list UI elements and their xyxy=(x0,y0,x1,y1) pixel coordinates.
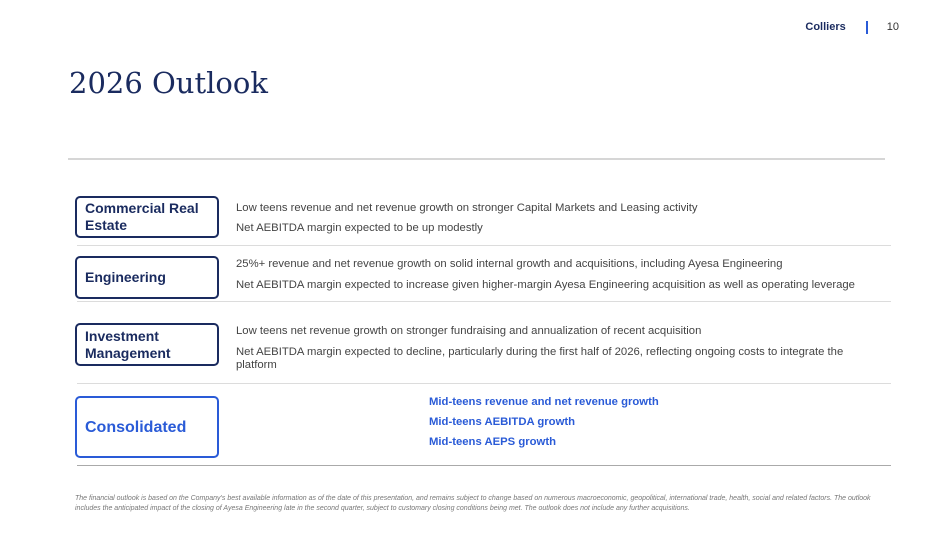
outlook-line: 25%+ revenue and net revenue growth on solid internal growth and acquisitions, including Ayesa Engineering xyxy=(236,258,783,270)
outlook-line: Net AEBITDA margin expected to decline, particularly during the first half of 2026, reflecting ongoing costs to integrate the platform xyxy=(236,346,844,371)
header-divider xyxy=(866,21,868,34)
outlook-line: Net AEBITDA margin expected to be up modestly xyxy=(236,222,483,234)
page-number: 10 xyxy=(886,21,899,33)
footnote: The financial outlook is based on the Company's best available information as of the date of this presentation, and remains subject to change based on numerous macroeconomic, geopolitical, international trade, health, social and related factors. The outlook includes the anticipated impact of the closing of Ayesa Engineering late in the second quarter, subject to customary closing conditions being met. The outlook does not include any further acquisitions. xyxy=(75,495,871,512)
brand-name: Colliers xyxy=(805,21,846,33)
header-bar xyxy=(805,19,899,35)
outlook-line: Low teens revenue and net revenue growth on stronger Capital Markets and Leasing activity xyxy=(236,202,698,214)
segment-label-commercial-real-estate: Commercial Real Estate xyxy=(75,196,219,238)
consolidated-line: Mid-teens revenue and net revenue growth xyxy=(429,396,659,408)
segment-label-engineering: Engineering xyxy=(75,256,219,299)
row-divider xyxy=(77,301,891,302)
row-divider xyxy=(77,245,891,246)
page-title: 2026 Outlook xyxy=(69,66,268,100)
segment-label-investment-management: Investment Management xyxy=(75,323,219,366)
row-divider xyxy=(77,383,891,384)
consolidated-line: Mid-teens AEBITDA growth xyxy=(429,416,576,428)
consolidated-line: Mid-teens AEPS growth xyxy=(429,436,556,448)
row-divider xyxy=(77,465,891,466)
outlook-line: Net AEBITDA margin expected to increase given higher-margin Ayesa Engineering acquisition as well as operating leverage xyxy=(236,279,855,291)
outlook-line: Low teens net revenue growth on stronger fundraising and annualization of recent acquisition xyxy=(236,325,702,337)
title-divider xyxy=(68,158,885,160)
segment-label-consolidated: Consolidated xyxy=(75,396,219,458)
